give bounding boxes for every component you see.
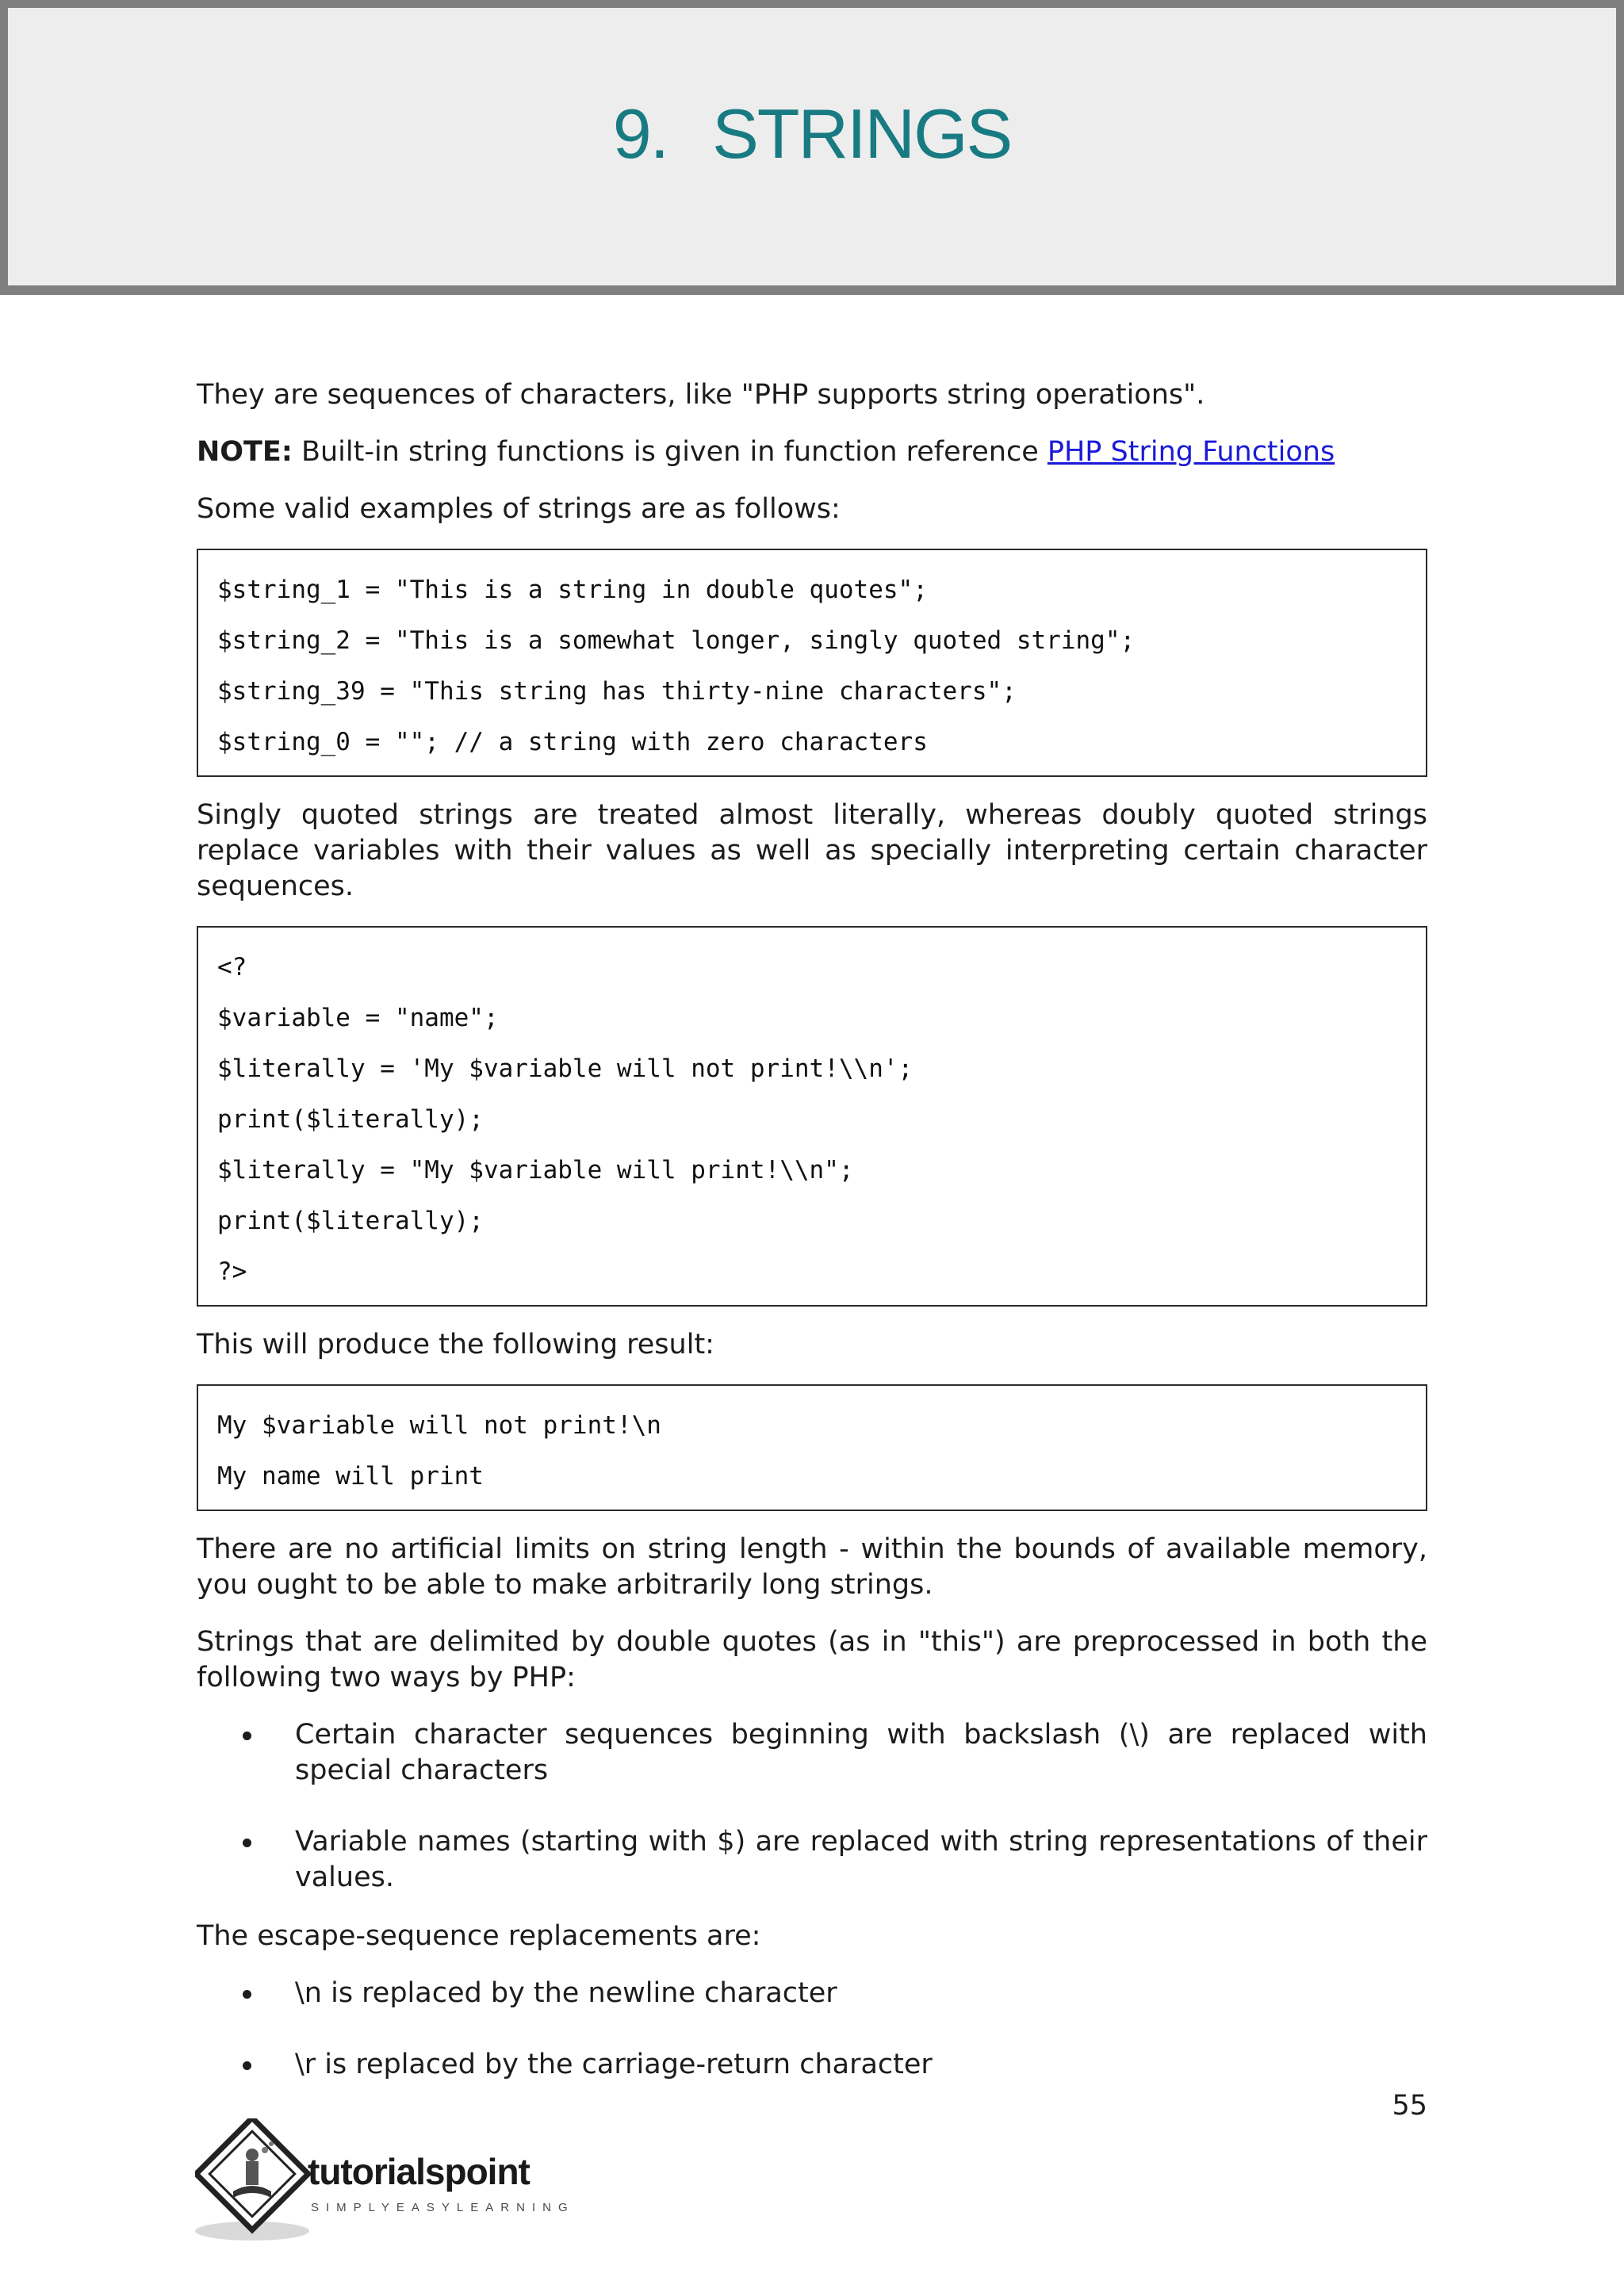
list-item: [197, 1976, 1427, 2011]
list-item-text: \n is replaced by the newline character: [295, 1977, 837, 2009]
list-item: [197, 1824, 1427, 1896]
quoting-paragraph: Singly quoted strings are treated almost literally, whereas doubly quoted strings replace variables with their values as well as specially interpreting certain character sequences.: [197, 799, 1427, 902]
escape-intro: The escape-sequence replacements are:: [197, 1920, 761, 1952]
code-line: ?>: [217, 1257, 247, 1286]
note-label: NOTE:: [197, 436, 293, 468]
code-block-examples: [197, 549, 1427, 777]
code-line: My name will print: [217, 1462, 484, 1490]
chapter-number: 9.: [612, 94, 668, 173]
logo-emblem-icon: [195, 2118, 314, 2245]
logo-name-a: tutorials: [308, 2151, 445, 2192]
double-quotes-paragraph: Strings that are delimited by double quotes (as in "this") are preprocessed in both the following two ways by PHP:: [197, 1626, 1427, 1693]
preprocess-list: [197, 1717, 1427, 1896]
logo-tagline: SIMPLYEASYLEARNING: [311, 2201, 575, 2214]
note-text: Built-in string functions is given in function reference: [292, 436, 1048, 468]
code-line: My $variable will not print!\n: [217, 1411, 661, 1440]
page-number: 55: [1392, 2090, 1427, 2122]
definition-paragraph: They are sequences of characters, like "PHP supports string operations".: [197, 379, 1205, 411]
code-block-program: [197, 926, 1427, 1307]
escape-list: [197, 1976, 1427, 2083]
code-block-output: [197, 1384, 1427, 1511]
code-line: print($literally);: [217, 1207, 484, 1235]
code-line: print($literally);: [217, 1105, 484, 1134]
code-line: $string_39 = "This string has thirty-nine characters";: [217, 677, 1017, 706]
bullet-icon: [243, 1990, 251, 1999]
note-paragraph: [197, 434, 1427, 470]
logo-name-b: point: [444, 2151, 530, 2192]
bullet-icon: [243, 2061, 251, 2070]
code-line: $string_1 = "This is a string in double quotes";: [217, 576, 928, 604]
examples-intro: Some valid examples of strings are as follows:: [197, 493, 841, 525]
code-line: <?: [217, 953, 247, 982]
code-line: $string_0 = ""; // a string with zero characters: [217, 728, 928, 756]
list-item-text: Variable names (starting with $) are replaced with string representations of their values.: [295, 1826, 1427, 1893]
result-intro: This will produce the following result:: [197, 1329, 714, 1360]
tutorialspoint-logo: [195, 2118, 607, 2245]
chapter-title-text: STRINGS: [712, 94, 1012, 173]
bullet-icon: [243, 1732, 251, 1740]
logo-wordmark: [308, 2150, 530, 2193]
chapter-header: [0, 0, 1624, 295]
list-item: [197, 2047, 1427, 2083]
list-item-text: Certain character sequences beginning with backslash (\) are replaced with special characters: [295, 1719, 1427, 1786]
list-item-text: \r is replaced by the carriage-return character: [295, 2049, 933, 2080]
code-line: $literally = "My $variable will print!\\n";: [217, 1156, 854, 1184]
length-paragraph: There are no artificial limits on string length - within the bounds of available memory, you ought to be able to make arbitrarily long strings.: [197, 1533, 1427, 1601]
code-line: $variable = "name";: [217, 1004, 499, 1032]
code-line: $string_2 = "This is a somewhat longer, singly quoted string";: [217, 626, 1136, 655]
page-content: [197, 377, 1427, 2118]
chapter-title: [8, 94, 1616, 174]
code-line: $literally = 'My $variable will not print!\\n';: [217, 1054, 914, 1083]
php-string-functions-link[interactable]: PHP String Functions: [1047, 436, 1335, 468]
list-item: [197, 1717, 1427, 1789]
bullet-icon: [243, 1839, 251, 1847]
